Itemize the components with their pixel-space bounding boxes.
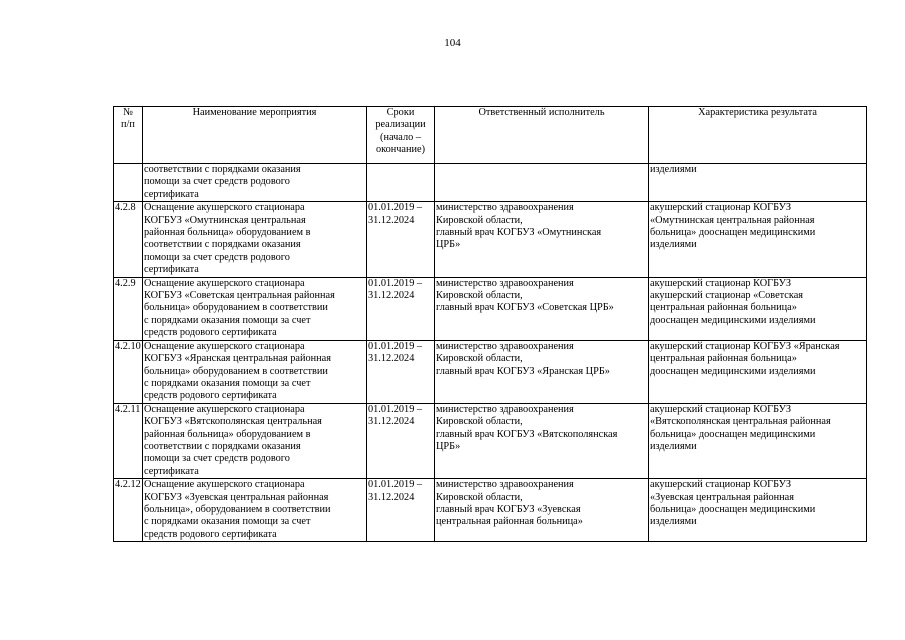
table-row	[114, 340, 867, 403]
cell-executor	[435, 340, 649, 403]
cell-line: Кировской области,	[436, 214, 523, 226]
cell-line: сертификата	[144, 188, 199, 200]
cell-name	[143, 277, 367, 340]
header-term-line: окончание)	[375, 144, 426, 156]
cell-line: ЦРБ»	[436, 239, 461, 251]
cell-line: главный врач КОГБУЗ «Вятскополянская	[436, 428, 618, 440]
cell-line: Оснащение акушерского стационара	[144, 403, 305, 415]
header-term-line: (начало –	[380, 131, 421, 143]
cell-line: Кировской области,	[436, 416, 523, 428]
header-num	[114, 107, 143, 164]
cell-line: средств родового сертификата	[144, 528, 277, 540]
continuation-row	[114, 164, 867, 202]
header-term	[367, 107, 435, 164]
cell-line: больница» дооснащен медицинскими	[650, 227, 816, 239]
cell-line: Кировской области,	[436, 290, 523, 302]
table-header-row	[114, 107, 867, 164]
cell-executor	[435, 164, 649, 202]
cell-line: главный врач КОГБУЗ «Советская ЦРБ»	[436, 302, 614, 314]
cell-line: соответствии с порядками оказания	[144, 164, 301, 175]
cell-line: 31.12.2024	[368, 290, 415, 302]
cell-line: главный врач КОГБУЗ «Омутнинская	[436, 227, 602, 239]
table-row	[114, 277, 867, 340]
cell-line: помощи за счет средств родового	[144, 251, 290, 263]
cell-line: сертификата	[144, 465, 199, 477]
cell-line: Оснащение акушерского стационара	[144, 340, 305, 352]
cell-line: Оснащение акушерского стационара	[144, 202, 305, 214]
cell-line: «Зуевская центральная районная	[650, 491, 794, 503]
cell-line: 01.01.2019 –	[368, 202, 423, 214]
cell-line: изделиями	[650, 164, 697, 175]
cell-line: районная больница» оборудованием в	[144, 227, 311, 239]
cell-line: Оснащение акушерского стационара	[144, 277, 305, 289]
cell-line: с порядками оказания помощи за счет	[144, 516, 311, 528]
cell-line: главный врач КОГБУЗ «Зуевская	[436, 503, 581, 515]
header-result: Характеристика результата	[649, 107, 867, 164]
cell-line: больница» оборудованием в соответствии	[144, 302, 328, 314]
cell-line: акушерский стационар «Советская	[650, 290, 804, 302]
cell-line: Кировской области,	[436, 491, 523, 503]
cell-num: 4.2.9	[114, 277, 143, 340]
cell-line: министерство здравоохранения	[436, 277, 574, 289]
cell-line: изделиями	[650, 516, 697, 528]
cell-line: 01.01.2019 –	[368, 479, 423, 491]
cell-line: сертификата	[144, 264, 199, 276]
cell-line: КОГБУЗ «Зуевская центральная районная	[144, 491, 329, 503]
cell-line: 01.01.2019 –	[368, 403, 423, 415]
header-term-line: Сроки	[386, 107, 415, 118]
cell-line: главный врач КОГБУЗ «Яранская ЦРБ»	[436, 365, 610, 377]
cell-line: 31.12.2024	[368, 416, 415, 428]
cell-result	[649, 479, 867, 542]
cell-executor	[435, 277, 649, 340]
cell-line: больница», оборудованием в соответствии	[144, 503, 331, 515]
cell-num: 4.2.12	[114, 479, 143, 542]
cell-name	[143, 202, 367, 277]
cell-line: центральная районная больница»	[650, 302, 797, 314]
cell-line: министерство здравоохранения	[436, 340, 574, 352]
cell-executor	[435, 403, 649, 478]
header-executor: Ответственный исполнитель	[435, 107, 649, 164]
cell-line: с порядками оказания помощи за счет	[144, 314, 311, 326]
cell-line: дооснащен медицинскими изделиями	[650, 365, 816, 377]
cell-line: 31.12.2024	[368, 214, 415, 226]
cell-line: акушерский стационар КОГБУЗ	[650, 277, 791, 289]
cell-line: «Омутнинская центральная районная	[650, 214, 815, 226]
cell-line: помощи за счет средств родового	[144, 176, 290, 188]
cell-num	[114, 164, 143, 202]
cell-line: «Вятскополянская центральная районная	[650, 416, 831, 428]
cell-term	[367, 479, 435, 542]
cell-name	[143, 403, 367, 478]
cell-line: средств родового сертификата	[144, 327, 277, 339]
cell-term	[367, 202, 435, 277]
cell-term	[367, 403, 435, 478]
cell-name	[143, 164, 367, 202]
cell-line: с порядками оказания помощи за счет	[144, 377, 311, 389]
cell-line: Оснащение акушерского стационара	[144, 479, 305, 491]
cell-line: больница» дооснащен медицинскими	[650, 428, 816, 440]
cell-name	[143, 479, 367, 542]
cell-result	[649, 403, 867, 478]
cell-line: ЦРБ»	[436, 440, 461, 452]
cell-line: больница» дооснащен медицинскими	[650, 503, 816, 515]
cell-line: КОГБУЗ «Советская центральная районная	[144, 290, 335, 302]
cell-line: 01.01.2019 –	[368, 277, 423, 289]
header-name: Наименование мероприятия	[143, 107, 367, 164]
cell-line: центральная районная больница»	[436, 516, 583, 528]
measures-table	[113, 106, 867, 542]
cell-num: 4.2.8	[114, 202, 143, 277]
cell-name	[143, 340, 367, 403]
header-num-line: №	[123, 107, 133, 118]
cell-line: КОГБУЗ «Вятскополянская центральная	[144, 416, 322, 428]
cell-result	[649, 277, 867, 340]
cell-num: 4.2.10	[114, 340, 143, 403]
cell-line: акушерский стационар КОГБУЗ	[650, 479, 791, 491]
cell-result	[649, 164, 867, 202]
cell-line: министерство здравоохранения	[436, 202, 574, 214]
cell-line: акушерский стационар КОГБУЗ	[650, 202, 791, 214]
cell-line: акушерский стационар КОГБУЗ	[650, 403, 791, 415]
cell-term	[367, 340, 435, 403]
header-num-line: п/п	[121, 119, 135, 131]
cell-line: центральная районная больница»	[650, 353, 797, 365]
cell-line: 31.12.2024	[368, 491, 415, 503]
table-row	[114, 479, 867, 542]
table-row	[114, 202, 867, 277]
cell-line: министерство здравоохранения	[436, 479, 574, 491]
page-number: 104	[444, 37, 461, 49]
cell-line: дооснащен медицинскими изделиями	[650, 314, 816, 326]
cell-term	[367, 277, 435, 340]
cell-line: министерство здравоохранения	[436, 403, 574, 415]
cell-line: акушерский стационар КОГБУЗ «Яранская	[650, 340, 840, 352]
cell-executor	[435, 479, 649, 542]
cell-line: 31.12.2024	[368, 353, 415, 365]
cell-line: изделиями	[650, 239, 697, 251]
cell-line: больница» оборудованием в соответствии	[144, 365, 328, 377]
cell-result	[649, 340, 867, 403]
cell-line: Кировской области,	[436, 353, 523, 365]
cell-executor	[435, 202, 649, 277]
cell-result	[649, 202, 867, 277]
header-term-line: реализации	[375, 119, 426, 131]
cell-line: соответствии с порядками оказания	[144, 239, 301, 251]
cell-line: КОГБУЗ «Яранская центральная районная	[144, 353, 331, 365]
cell-line: изделиями	[650, 440, 697, 452]
cell-line: соответствии с порядками оказания	[144, 440, 301, 452]
cell-line: КОГБУЗ «Омутнинская центральная	[144, 214, 306, 226]
cell-line: 01.01.2019 –	[368, 340, 423, 352]
cell-term	[367, 164, 435, 202]
cell-line: районная больница» оборудованием в	[144, 428, 311, 440]
table-row	[114, 403, 867, 478]
cell-line: средств родового сертификата	[144, 390, 277, 402]
cell-line: помощи за счет средств родового	[144, 453, 290, 465]
cell-num: 4.2.11	[114, 403, 143, 478]
